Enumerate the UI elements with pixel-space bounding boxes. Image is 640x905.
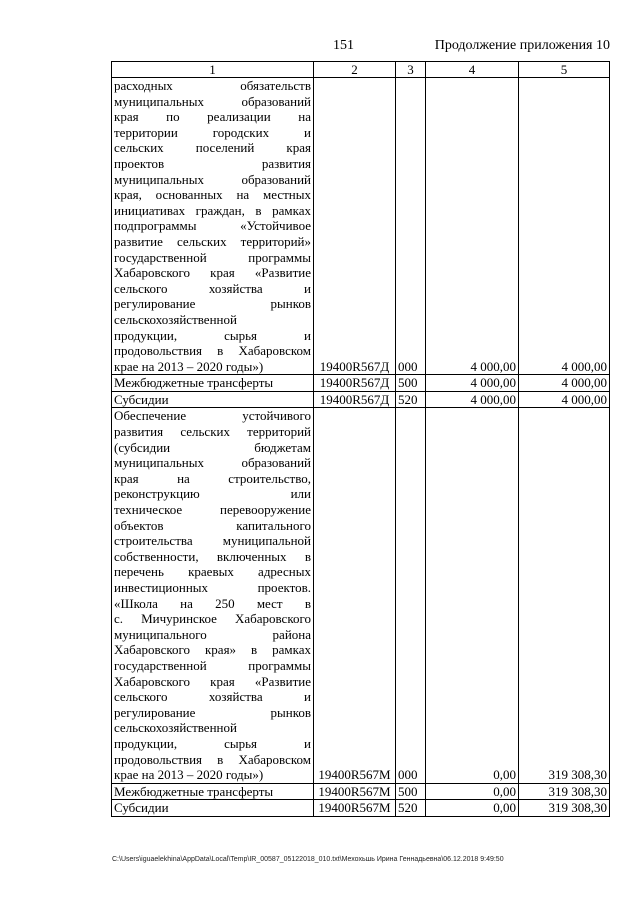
row-name-line: подпрограммы «Устойчивое [114, 218, 311, 234]
row-name-line: инвестиционных проектов. [114, 580, 311, 595]
row-code: 19400R567Д [314, 391, 396, 408]
row-name [112, 408, 314, 783]
row-name-line: реконструкцию или [114, 486, 311, 502]
row-name-line: муниципального района [114, 626, 311, 642]
row-name-line: сельского хозяйства и [114, 280, 311, 296]
row-name-line: муниципальных образований [114, 93, 311, 109]
row-name-line: края на строительство, [114, 470, 311, 486]
row-name-line: государственной программы [114, 657, 311, 673]
row-name-line: сельскохозяйственной [114, 720, 237, 736]
row-value-col4: 4 000,00 [426, 375, 519, 392]
row-name-line: крае на 2013 – 2020 годы») [114, 767, 264, 783]
table-row [112, 783, 610, 800]
row-name-line: края, основанных на местных [114, 187, 311, 203]
column-number-row [112, 62, 610, 78]
row-name-line: объектов капитального [114, 517, 311, 533]
row-name-line: проектов развития [114, 155, 311, 171]
row-name-line: сельских поселений края [114, 140, 311, 156]
row-value-col4: 0,00 [426, 800, 519, 817]
row-name-line: регулирование рынков [114, 296, 311, 312]
row-value-col4: 4 000,00 [426, 78, 519, 375]
row-name-line: развитие сельских территорий» [114, 233, 311, 249]
row-name-line: территории городских и [114, 124, 311, 140]
table-row [112, 78, 610, 375]
row-name: Межбюджетные трансферты [112, 375, 314, 392]
row-name: Межбюджетные трансферты [112, 783, 314, 800]
row-expense-type: 520 [396, 391, 426, 408]
row-expense-type: 520 [396, 800, 426, 817]
row-code: 19400R567Д [314, 375, 396, 392]
column-number: 3 [396, 62, 426, 78]
row-name-line: техническое перевооружение [114, 502, 311, 518]
row-value-col5: 319 308,30 [519, 800, 610, 817]
row-name-line: Хабаровского края» в рамках [114, 642, 311, 658]
row-value-col5: 4 000,00 [519, 78, 610, 375]
row-name-line: собственности, включенных в [114, 548, 311, 564]
table-row [112, 800, 610, 817]
row-value-col4: 0,00 [426, 408, 519, 783]
row-name-line: края по реализации на [114, 109, 311, 125]
row-expense-type: 500 [396, 783, 426, 800]
column-number: 4 [426, 62, 519, 78]
budget-table [111, 61, 610, 817]
column-number: 2 [314, 62, 396, 78]
file-path-footer: C:\Users\iguaelekhina\AppData\Local\Temp\IR_00587_05122018_010.txt\Мехохьшь Ирина Геннадьевна\06.12.2018 9:49:50 [112, 856, 504, 863]
row-name-line: продукции, сырья и [114, 735, 311, 751]
row-name-line: «Школа на 250 мест в [114, 595, 311, 611]
row-value-col5: 4 000,00 [519, 375, 610, 392]
row-name-line: крае на 2013 – 2020 годы») [114, 358, 264, 374]
table-row [112, 375, 610, 392]
row-value-col5: 319 308,30 [519, 783, 610, 800]
row-expense-type: 500 [396, 375, 426, 392]
page-number: 151 [333, 38, 354, 53]
row-name-line: Хабаровского края «Развитие [114, 673, 311, 689]
row-value-col4: 4 000,00 [426, 391, 519, 408]
row-name-line: регулирование рынков [114, 704, 311, 720]
row-value-col4: 0,00 [426, 783, 519, 800]
row-name-line: расходных обязательств [114, 78, 311, 93]
row-code: 19400R567М [314, 408, 396, 783]
row-name-line: (субсидии бюджетам [114, 439, 311, 455]
table-row [112, 391, 610, 408]
row-name-line: развития сельских территорий [114, 424, 311, 440]
row-name-line: государственной программы [114, 249, 311, 265]
row-name-line: муниципальных образований [114, 171, 311, 187]
continuation-label: Продолжение приложения 10 [434, 38, 610, 53]
row-name-line: муниципальных образований [114, 455, 311, 471]
row-name-line: Обеспечение устойчивого [114, 408, 311, 424]
row-value-col5: 319 308,30 [519, 408, 610, 783]
column-number: 5 [519, 62, 610, 78]
row-name-line: инициативах граждан, в рамках [114, 202, 311, 218]
row-name-line: с. Мичуринское Хабаровского [114, 611, 311, 627]
row-name [112, 78, 314, 375]
row-code: 19400R567Д [314, 78, 396, 375]
column-number: 1 [112, 62, 314, 78]
row-code: 19400R567М [314, 783, 396, 800]
row-expense-type: 000 [396, 78, 426, 375]
row-name: Субсидии [112, 800, 314, 817]
row-expense-type: 000 [396, 408, 426, 783]
table-row [112, 408, 610, 783]
row-value-col5: 4 000,00 [519, 391, 610, 408]
row-name-line: продовольствия в Хабаровском [114, 343, 311, 359]
row-name-line: сельскохозяйственной [114, 311, 237, 327]
row-name-line: продовольствия в Хабаровском [114, 751, 311, 767]
row-name-line: сельского хозяйства и [114, 689, 311, 705]
row-name: Субсидии [112, 391, 314, 408]
row-name-line: перечень краевых адресных [114, 564, 311, 580]
row-name-line: строительства муниципальной [114, 533, 311, 549]
row-name-line: продукции, сырья и [114, 327, 311, 343]
row-name-line: Хабаровского края «Развитие [114, 265, 311, 281]
row-code: 19400R567М [314, 800, 396, 817]
